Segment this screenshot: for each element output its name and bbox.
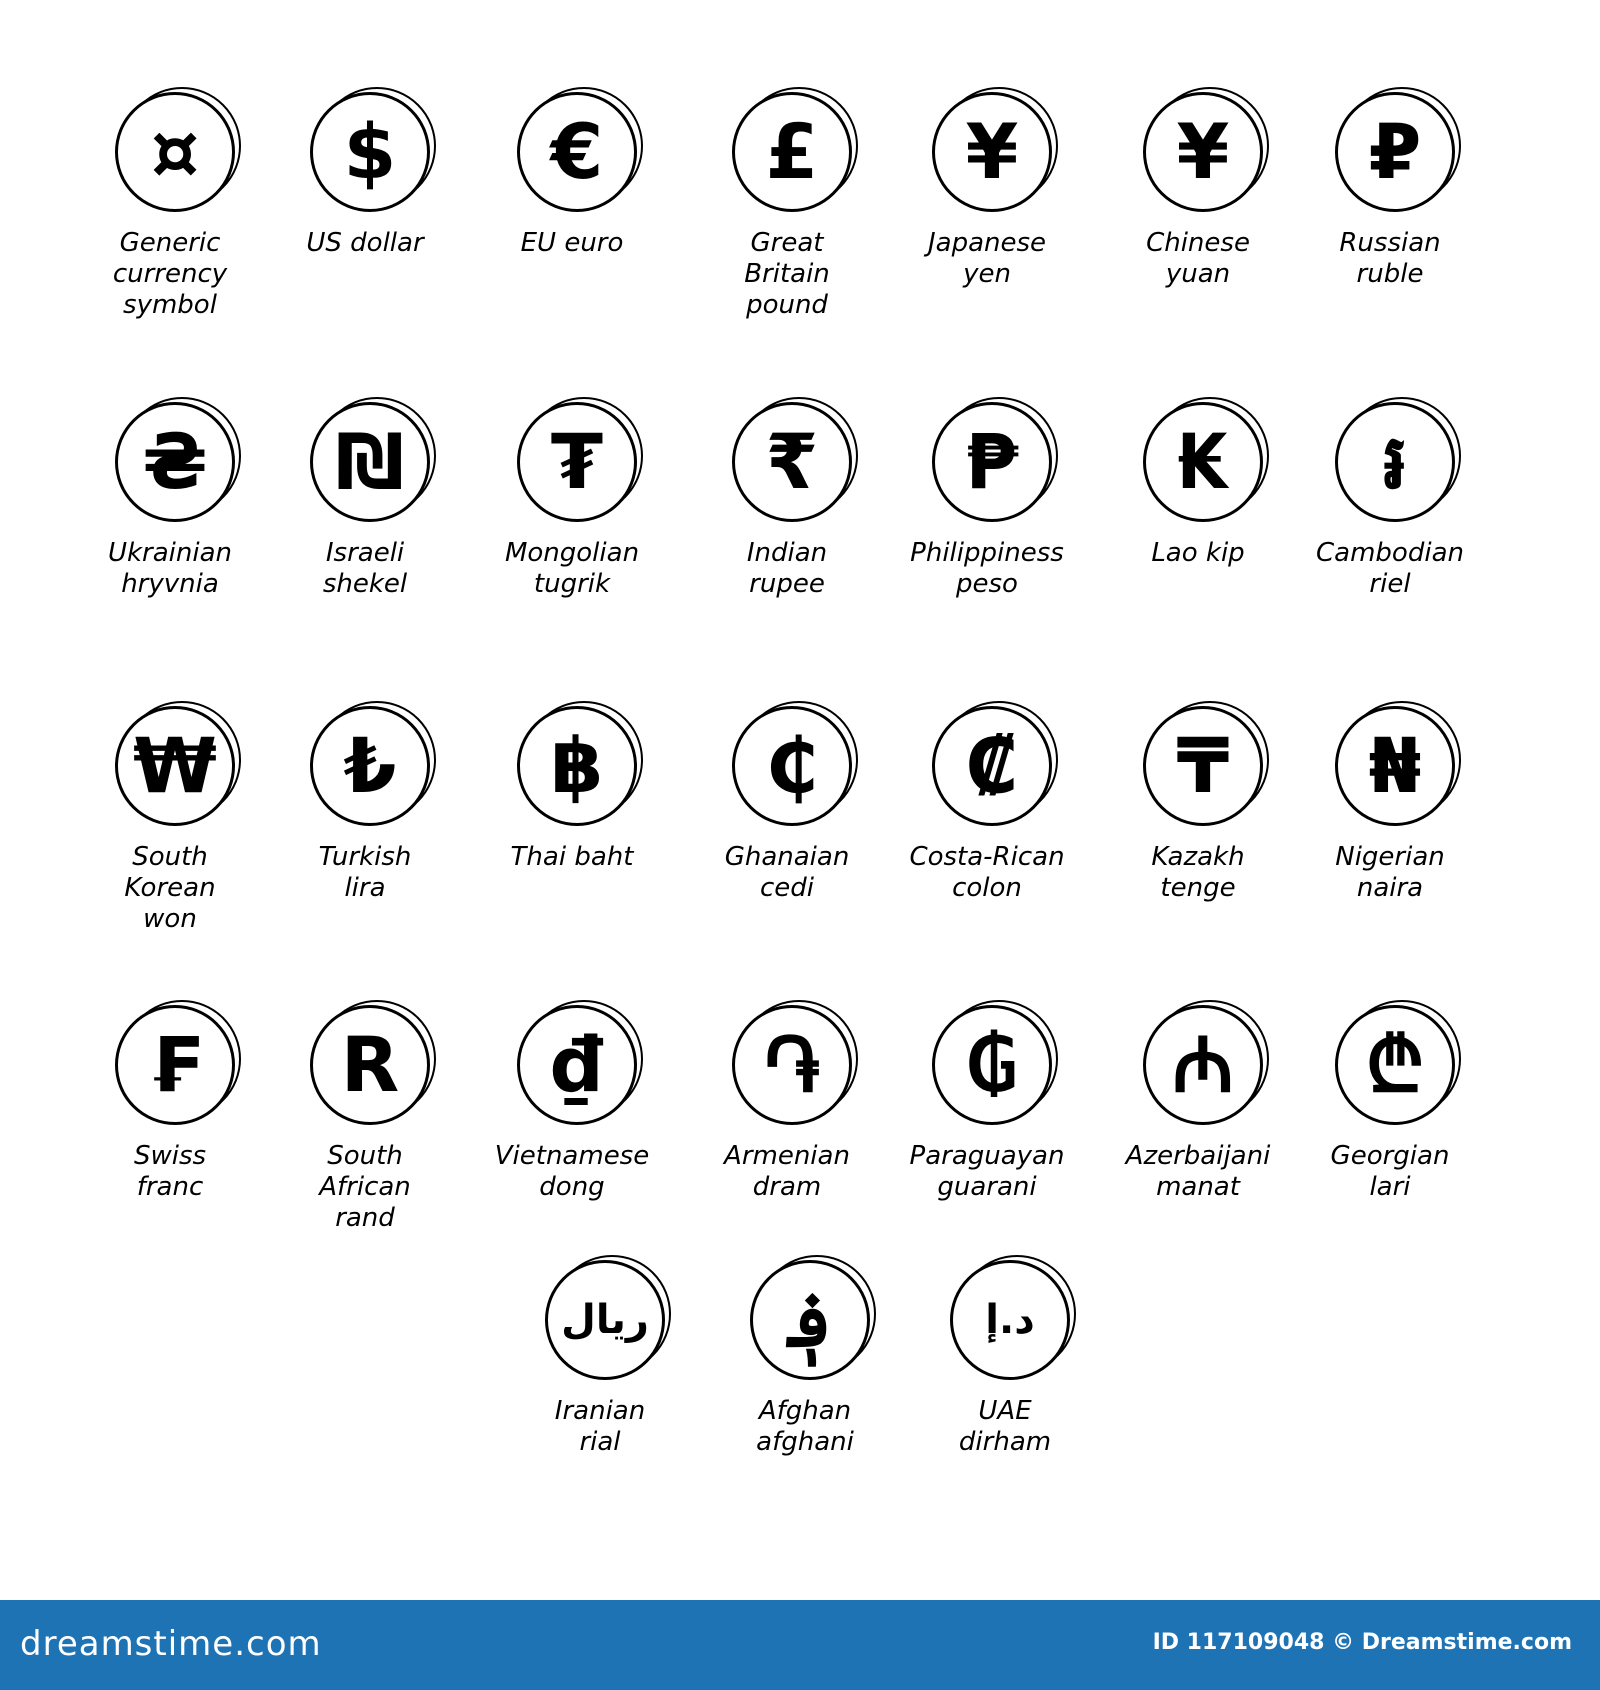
coin-icon [950, 1260, 1080, 1390]
coin-icon [115, 402, 245, 532]
coin-face [1143, 706, 1263, 826]
currency-symbol-icon: ₫ [550, 1020, 604, 1109]
currency-symbol-icon: ฿ [550, 721, 604, 810]
coin-icon [932, 706, 1062, 836]
currency-name-label: South Korean won [124, 842, 216, 934]
coin-icon [1335, 706, 1465, 836]
coin-face [1143, 1005, 1263, 1125]
currency-symbol-icon: ¥ [965, 107, 1019, 196]
coin-face [732, 402, 852, 522]
coin-icon [1143, 92, 1273, 222]
coin-face [517, 1005, 637, 1125]
currency-name-label: Vietnamese dong [494, 1141, 650, 1202]
coin-icon [115, 706, 245, 836]
currency-name-label: Cambodian riel [1316, 538, 1464, 599]
coin-icon [310, 706, 440, 836]
coin-face [732, 706, 852, 826]
coin-face [115, 402, 235, 522]
coin-face [1335, 706, 1455, 826]
currency-symbol-icon: ₭ [1176, 417, 1230, 506]
currency-symbol-icon: ₵ [765, 721, 819, 810]
coin-face [1335, 92, 1455, 212]
coin-face [950, 1260, 1070, 1380]
currency-name-label: Iranian rial [554, 1396, 646, 1457]
currency-symbol-icon: ریال [561, 1297, 649, 1343]
currency-symbol-icon: ₽ [1368, 107, 1422, 196]
currency-symbol-icon: ؋ [787, 1275, 833, 1364]
image-credit: ID 117109048 © Dreamstime.com [1152, 1630, 1572, 1655]
coin-face [1143, 92, 1263, 212]
footer-bar [0, 1600, 1600, 1690]
coin-face [932, 1005, 1052, 1125]
currency-name-label: Lao kip [1151, 538, 1245, 568]
currency-symbol-icon: ₣ [148, 1020, 202, 1109]
currency-symbol-icon: ₴ [142, 417, 208, 506]
coin-icon [517, 92, 647, 222]
currency-name-label: Ukrainian hryvnia [107, 538, 233, 599]
coin-icon [732, 92, 862, 222]
currency-symbol-icon: ₾ [1365, 1020, 1425, 1109]
currency-symbol-icon: ₸ [1176, 721, 1230, 810]
watermark-brand: dreamstime.com [20, 1624, 322, 1664]
coin-icon [932, 92, 1062, 222]
currency-name-label: Azerbaijani manat [1125, 1141, 1271, 1202]
currency-name-label: Russian ruble [1339, 228, 1441, 289]
coin-icon [732, 1005, 862, 1135]
coin-icon [1335, 1005, 1465, 1135]
currency-name-label: Nigerian naira [1335, 842, 1445, 903]
currency-name-label: Swiss franc [133, 1141, 207, 1202]
currency-name-label: Paraguayan guarani [909, 1141, 1065, 1202]
coin-icon [1143, 1005, 1273, 1135]
currency-symbol-icon: £ [765, 107, 819, 196]
currency-symbol-icon: ֏ [764, 1020, 820, 1109]
coin-icon [1143, 402, 1273, 532]
coin-face [115, 706, 235, 826]
coin-face [115, 92, 235, 212]
coin-icon [932, 1005, 1062, 1135]
coin-face [732, 92, 852, 212]
coin-icon [115, 92, 245, 222]
currency-symbol-icon: د.إ [985, 1297, 1035, 1343]
currency-symbol-icon: ₦ [1368, 721, 1422, 810]
coin-face [932, 402, 1052, 522]
currency-symbol-icon: € [550, 107, 604, 196]
currency-name-label: Ghanaian cedi [724, 842, 850, 903]
coin-face [310, 92, 430, 212]
currency-symbol-icon: R [340, 1020, 400, 1109]
coin-face [932, 706, 1052, 826]
currency-name-label: Mongolian tugrik [504, 538, 640, 599]
currency-name-label: Great Britain pound [744, 228, 830, 320]
currency-symbol-icon: ₡ [965, 721, 1019, 810]
coin-icon [932, 402, 1062, 532]
currency-symbol-icon: ¥ [1176, 107, 1230, 196]
currency-symbol-icon: ¤ [150, 107, 200, 196]
currency-symbol-icon: ₺ [343, 721, 397, 810]
coin-face [1335, 402, 1455, 522]
coin-icon [732, 402, 862, 532]
currency-name-label: US dollar [306, 228, 424, 258]
currency-name-label: Generic currency symbol [112, 228, 228, 320]
coin-face [310, 1005, 430, 1125]
coin-icon [750, 1260, 880, 1390]
currency-name-label: Costa-Rican colon [909, 842, 1065, 903]
currency-name-label: Georgian lari [1330, 1141, 1450, 1202]
coin-face [750, 1260, 870, 1380]
coin-icon [545, 1260, 675, 1390]
currency-name-label: Afghan afghani [756, 1396, 854, 1457]
coin-icon [310, 1005, 440, 1135]
coin-face [1335, 1005, 1455, 1125]
coin-icon [1335, 402, 1465, 532]
currency-name-label: Philippiness peso [910, 538, 1064, 599]
currency-name-label: UAE dirham [958, 1396, 1052, 1457]
currency-symbol-icon: ₱ [965, 417, 1019, 506]
coin-face [732, 1005, 852, 1125]
currency-symbol-icon: $ [343, 107, 397, 196]
currency-name-label: Thai baht [510, 842, 634, 872]
currency-symbol-icon: ₩ [133, 721, 217, 810]
coin-icon [517, 1005, 647, 1135]
coin-icon [517, 706, 647, 836]
coin-face [517, 402, 637, 522]
currency-symbol-icon: ₪ [335, 417, 405, 506]
currency-name-label: Chinese yuan [1146, 228, 1250, 289]
coin-face [517, 92, 637, 212]
currency-symbol-icon: ₮ [550, 417, 604, 506]
coin-face [517, 706, 637, 826]
coin-face [115, 1005, 235, 1125]
coin-icon [732, 706, 862, 836]
currency-name-label: Armenian dram [724, 1141, 850, 1202]
coin-face [932, 92, 1052, 212]
coin-face [310, 402, 430, 522]
coin-icon [1143, 706, 1273, 836]
coin-icon [310, 402, 440, 532]
coin-face [545, 1260, 665, 1380]
currency-name-label: Turkish lira [318, 842, 412, 903]
currency-name-label: Israeli shekel [322, 538, 408, 599]
coin-face [1143, 402, 1263, 522]
currency-name-label: EU euro [520, 228, 624, 258]
currency-name-label: Kazakh tenge [1151, 842, 1245, 903]
coin-icon [115, 1005, 245, 1135]
currency-symbol-icon: ₲ [965, 1020, 1019, 1109]
coin-icon [310, 92, 440, 222]
currency-name-label: South African rand [319, 1141, 411, 1233]
currency-name-label: Japanese yen [927, 228, 1047, 289]
currency-symbol-icon: ៛ [1382, 417, 1408, 506]
currency-symbol-icon: ₹ [765, 417, 819, 506]
coin-icon [1335, 92, 1465, 222]
currency-name-label: Indian rupee [746, 538, 828, 599]
coin-icon [517, 402, 647, 532]
coin-face [310, 706, 430, 826]
currency-symbol-icon: ₼ [1172, 1020, 1234, 1109]
